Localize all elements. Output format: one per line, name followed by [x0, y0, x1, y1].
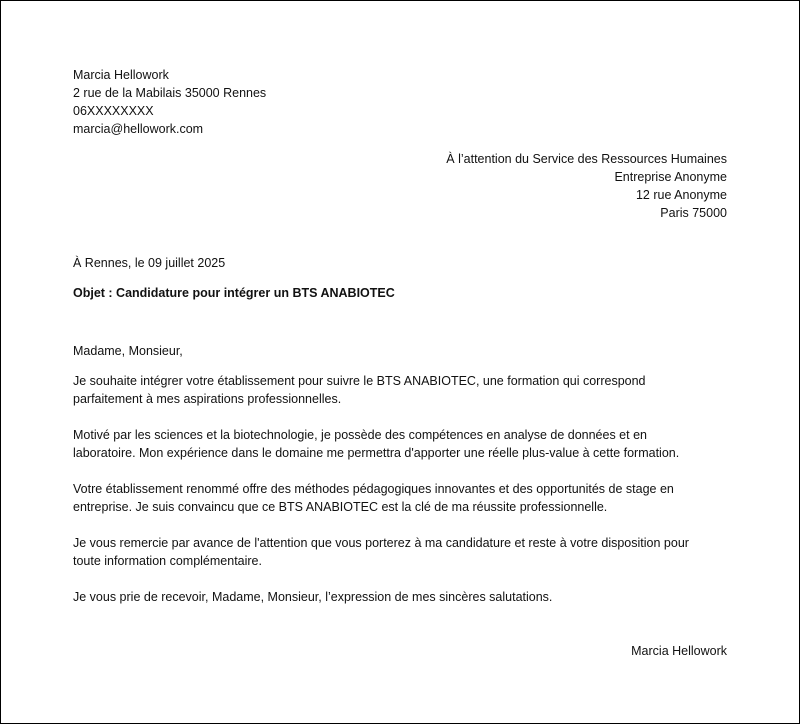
paragraph-line: Votre établissement renommé offre des méthodes pédagogiques innovantes et des opportunités de stage en	[73, 482, 674, 496]
recipient-block	[446, 150, 727, 222]
paragraph-3	[73, 480, 733, 516]
sender-email: marcia@hellowork.com	[73, 122, 204, 136]
sender-block	[73, 66, 266, 138]
paragraph-line: Je vous remercie par avance de l'attention que vous porterez à ma candidature et reste à votre disposition pour	[73, 536, 689, 550]
paragraph-line: parfaitement à mes aspirations professionnelles.	[73, 392, 342, 406]
paragraph-4	[73, 534, 733, 570]
paragraph-line: entreprise. Je suis convaincu que ce BTS ANABIOTEC est la clé de ma réussite professionnelle.	[73, 500, 608, 514]
letter-date: À Rennes, le 09 juillet 2025	[73, 256, 226, 270]
signature: Marcia Hellowork	[631, 644, 727, 658]
sender-phone: 06XXXXXXXX	[73, 104, 154, 118]
paragraph-line: toute information complémentaire.	[73, 554, 262, 568]
paragraph-line: Je souhaite intégrer votre établissement pour suivre le BTS ANABIOTEC, une formation qui correspond	[73, 374, 646, 388]
recipient-city: Paris 75000	[660, 206, 727, 220]
paragraph-line: Motivé par les sciences et la biotechnologie, je possède des compétences en analyse de données et en	[73, 428, 647, 442]
paragraph-line: Je vous prie de recevoir, Madame, Monsieur, l’expression de mes sincères salutations.	[73, 590, 553, 604]
sender-address: 2 rue de la Mabilais 35000 Rennes	[73, 86, 267, 100]
letter-subject: Objet : Candidature pour intégrer un BTS ANABIOTEC	[73, 286, 395, 300]
recipient-street: 12 rue Anonyme	[635, 188, 727, 202]
letter-body	[73, 342, 733, 624]
sender-name: Marcia Hellowork	[73, 68, 169, 82]
closing-paragraph	[73, 588, 733, 606]
paragraph-line: laboratoire. Mon expérience dans le domaine me permettra d'apporter une réelle plus-value à cette formation.	[73, 446, 680, 460]
recipient-attention: À l’attention du Service des Ressources Humaines	[446, 152, 727, 166]
paragraph-1	[73, 372, 733, 408]
paragraph-2	[73, 426, 733, 462]
recipient-company: Entreprise Anonyme	[614, 170, 727, 184]
salutation: Madame, Monsieur,	[73, 344, 183, 358]
